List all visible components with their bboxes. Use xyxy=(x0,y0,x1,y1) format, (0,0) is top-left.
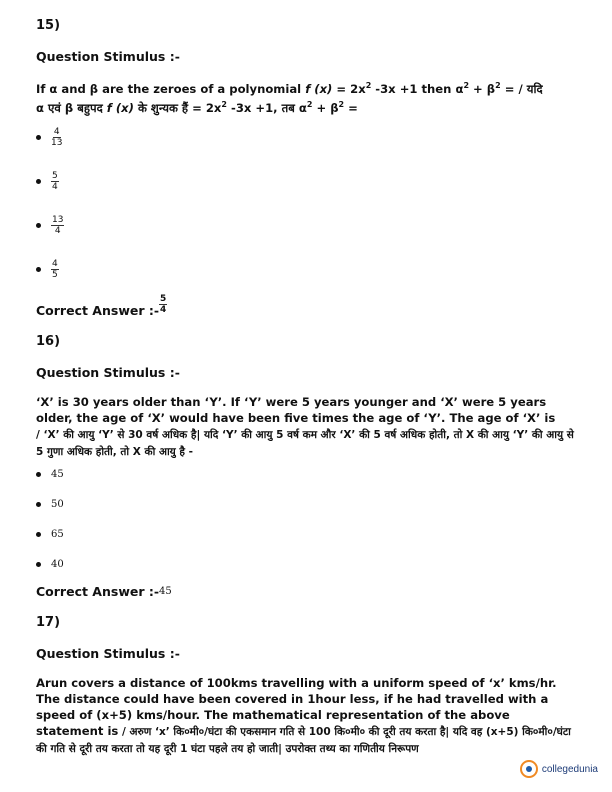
correct-answer-fraction: $\frac{5}{4}$ xyxy=(160,293,167,315)
question-stimulus: Arun covers a distance of 100kms travelling with a uniform speed of ‘x’ kms/hr. The distance could have been covered in 1hour less, if he had travelled with a speed of (x+5) kms/hour. The mathematical representation of the above statement is / अरुण ‘x’ कि०मी०/घंटा की एकसमान गति से 100 कि०मी० की दूरी तय करता है| यदि वह (x+5) कि०मी०/घंटा की गति से दूरी तय करता तो यह दूरी 1 घंटा पहले तय हो जाती| उपरोक्त तथ्य का गणितीय निरूपण xyxy=(36,675,571,755)
options-list xyxy=(36,460,581,580)
bullet-icon xyxy=(36,135,41,140)
question-stimulus-label: Question Stimulus :- xyxy=(36,645,180,661)
bullet-icon xyxy=(36,502,41,507)
option-item[interactable] xyxy=(36,204,581,248)
fraction: $\frac{4}{13}$ xyxy=(51,127,63,149)
option-item[interactable] xyxy=(36,248,581,292)
question-stimulus: ‘X’ is 30 years older than ‘Y’. If ‘Y’ were 5 years younger and ‘X’ were 5 years older, the age of ‘X’ would have been five times the age of ‘Y’. The age of ‘X’ is / ‘X’ की आयु ‘Y’ से 30 वर्ष अधिक है| यदि ‘Y’ की आयु 5 वर्ष कम और ‘X’ की 5 वर्ष अधिक होती, तो X की आयु ‘Y’ की आयु से 5 गुणा अधिक होती, तो X की आयु है - xyxy=(36,394,574,458)
correct-answer xyxy=(36,294,581,318)
option-item[interactable]: 50 xyxy=(36,490,581,520)
logo-icon xyxy=(520,760,538,778)
fraction: $\frac{5}{4}$ xyxy=(52,171,58,193)
question-16 xyxy=(36,334,581,599)
collegedunia-logo xyxy=(520,760,598,778)
option-item[interactable]: 40 xyxy=(36,550,581,580)
option-item[interactable] xyxy=(36,160,581,204)
correct-answer-value: 45 xyxy=(159,585,172,597)
question-15 xyxy=(36,18,581,318)
option-item[interactable] xyxy=(36,116,581,160)
logo-text: collegedunia xyxy=(541,763,598,775)
question-stimulus-label: Question Stimulus :- xyxy=(36,49,180,64)
fraction: $\frac{4}{5}$ xyxy=(52,259,58,281)
question-page xyxy=(36,18,581,757)
correct-answer xyxy=(36,584,581,599)
option-item[interactable]: 65 xyxy=(36,520,581,550)
bullet-icon xyxy=(36,223,41,228)
question-stimulus-label: Question Stimulus :- xyxy=(36,364,180,380)
question-17 xyxy=(36,615,581,757)
bullet-icon xyxy=(36,472,41,477)
question-number: 16) xyxy=(36,333,61,349)
question-stimulus: If α and β are the zeroes of a polynomial f $(x) = 2x^2$ -3x +1 then $\alpha^2 + \beta^2$ = / यदि α एवं β बहुपद f (x) के शुन्यक हैं = $2x^2$ -3x +1, तब $\alpha^2 + \beta^2$ = xyxy=(36,81,543,115)
fraction: $\frac{13}{4}$ xyxy=(52,215,64,237)
bullet-icon xyxy=(36,562,41,567)
bullet-icon xyxy=(36,179,41,184)
bullet-icon xyxy=(36,267,41,272)
bullet-icon xyxy=(36,532,41,537)
options-list xyxy=(36,116,581,292)
correct-answer-label: Correct Answer :- xyxy=(36,583,160,599)
question-number: 17) xyxy=(36,614,61,630)
option-item[interactable]: 45 xyxy=(36,460,581,490)
question-number: 15) xyxy=(36,18,61,33)
correct-answer-label: Correct Answer :- xyxy=(36,302,160,318)
